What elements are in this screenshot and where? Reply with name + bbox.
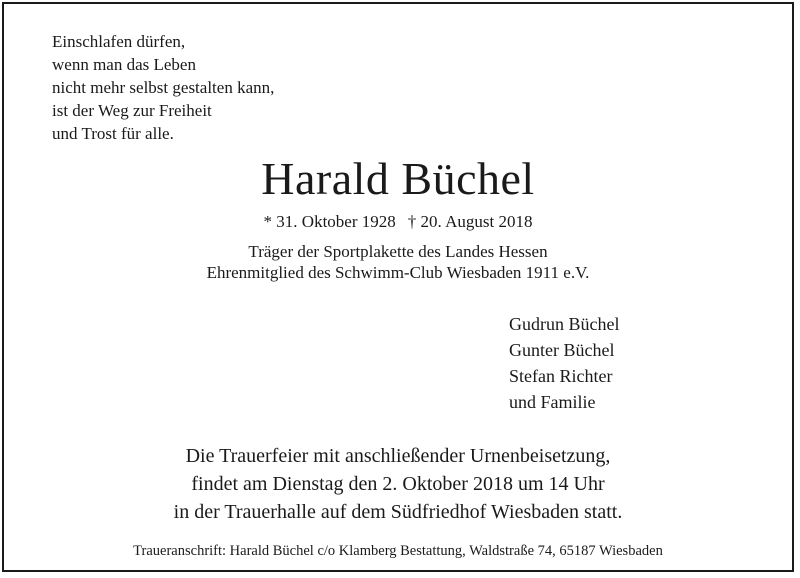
ceremony-line: in der Trauerhalle auf dem Südfriedhof Wiesbaden statt. <box>173 501 623 523</box>
poem-line: und Trost für alle. <box>52 124 174 143</box>
honor-line: Träger der Sportplakette des Landes Hessen <box>248 242 548 261</box>
ceremony-line: Die Trauerfeier mit anschließender Urnenbeisetzung, <box>185 445 611 467</box>
ceremony-notice <box>0 442 796 526</box>
poem-line: wenn man das Leben <box>52 55 196 74</box>
poem-line: ist der Weg zur Freiheit <box>52 101 212 120</box>
birth-date: * 31. Oktober 1928 <box>263 212 396 231</box>
life-dates <box>0 211 796 233</box>
mourners-list <box>509 311 619 415</box>
ceremony-line: findet am Dienstag den 2. Oktober 2018 um 14 Uhr <box>191 473 605 495</box>
mourner-name: und Familie <box>509 392 596 412</box>
death-date: † 20. August 2018 <box>407 212 533 231</box>
poem <box>52 30 274 145</box>
honor-line: Ehrenmitglied des Schwimm-Club Wiesbaden 1911 e.V. <box>206 263 590 282</box>
condolence-address: Traueranschrift: Harald Büchel c/o Klamberg Bestattung, Waldstraße 74, 65187 Wiesbaden <box>133 543 663 559</box>
mourner-name: Gunter Büchel <box>509 340 615 360</box>
mourner-name: Gudrun Büchel <box>509 314 620 334</box>
poem-line: Einschlafen dürfen, <box>52 32 186 51</box>
honors <box>0 241 796 283</box>
deceased-name: Harald Büchel <box>261 153 535 204</box>
mourner-name: Stefan Richter <box>509 366 613 386</box>
poem-line: nicht mehr selbst gestalten kann, <box>52 78 275 97</box>
